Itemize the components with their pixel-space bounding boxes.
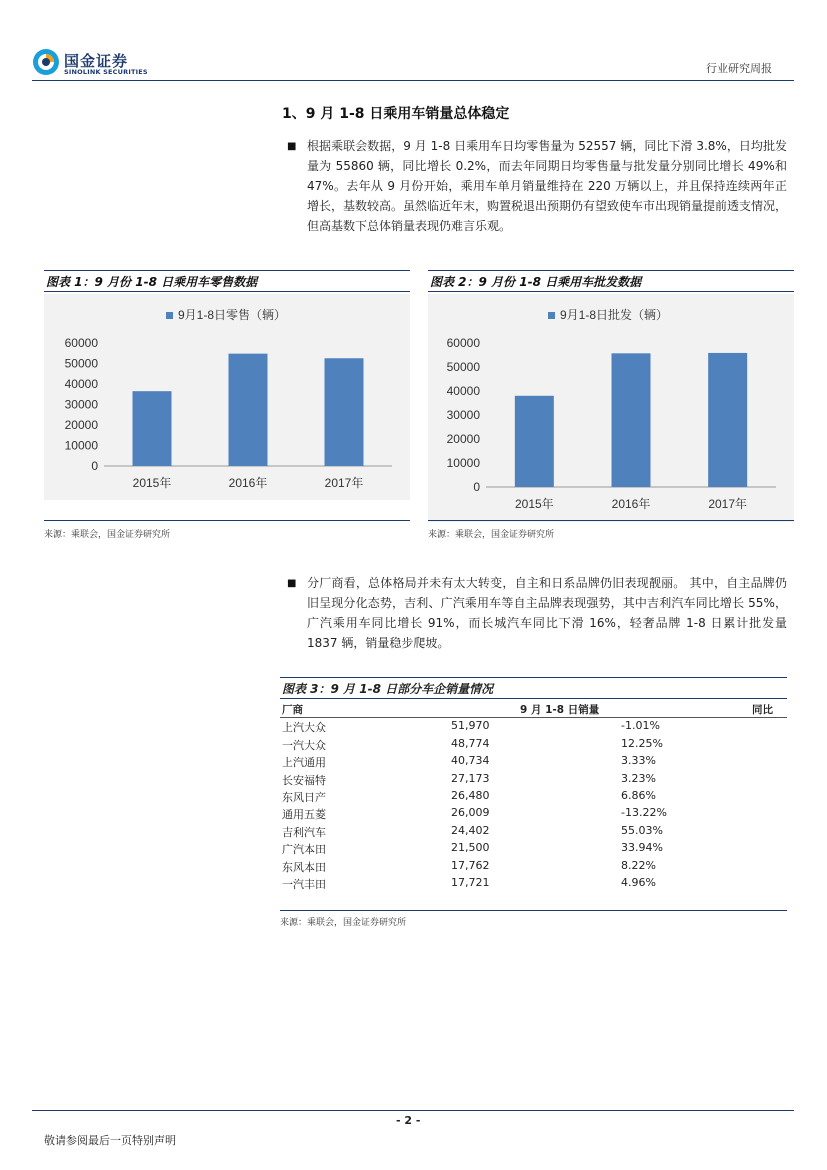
legend-label: 9月1-8日零售（辆） bbox=[178, 308, 287, 322]
y-tick-label: 40000 bbox=[64, 377, 98, 391]
cell-yoy: 3.33% bbox=[621, 754, 656, 768]
chart1-source: 来源：乘联会，国金证券研究所 bbox=[44, 530, 171, 540]
y-tick-label: 10000 bbox=[446, 456, 480, 470]
cell-yoy: 55.03% bbox=[621, 823, 663, 837]
chart2-wholesale-bar-chart bbox=[428, 294, 794, 520]
cell-sales: 27,173 bbox=[451, 771, 490, 785]
y-tick-label: 30000 bbox=[446, 408, 480, 422]
bar bbox=[612, 353, 651, 487]
cell-maker: 一汽丰田 bbox=[282, 877, 326, 891]
cell-yoy: 12.25% bbox=[621, 736, 663, 750]
cell-yoy: 33.94% bbox=[621, 841, 663, 855]
bar bbox=[515, 396, 554, 487]
chart2-divider bbox=[428, 520, 794, 521]
table-row bbox=[280, 753, 787, 770]
bar bbox=[133, 391, 172, 466]
chart1-retail-bar-chart bbox=[44, 294, 410, 500]
cell-sales: 48,774 bbox=[451, 736, 490, 750]
cell-yoy: -1.01% bbox=[621, 719, 660, 733]
table-heading: 图表 3：9 月 1-8 日部分车企销量情况 bbox=[280, 677, 787, 699]
chart1-panel bbox=[44, 294, 410, 500]
cell-sales: 17,762 bbox=[451, 858, 490, 872]
sinolink-logo-icon bbox=[32, 48, 60, 76]
table-row bbox=[280, 823, 787, 840]
y-tick-label: 30000 bbox=[64, 397, 98, 412]
y-tick-label: 20000 bbox=[446, 432, 480, 446]
cell-sales: 24,402 bbox=[451, 823, 490, 837]
y-tick-label: 10000 bbox=[64, 438, 98, 453]
y-tick-label: 0 bbox=[91, 459, 98, 473]
cell-maker: 吉利汽车 bbox=[282, 825, 326, 839]
cell-sales: 26,480 bbox=[451, 788, 490, 802]
x-tick-label: 2016年 bbox=[228, 476, 268, 490]
paragraph-retail-summary: 根据乘联会数据，9 月 1-8 日乘用车日均零售量为 52557 辆，同比下滑 3.8%，日均批发量为 55860 辆，同比增长 0.2%，而去年同期日均零售量与批发量分别同比增长 49%和 47%。去年从 9 月份开始，乘用车单月销量维持在 220 万辆以上，并且保持连续两年正增长，基数较高。虽然临近年末，购置税退出预期仍有望致使车市出现销量提前透支情况，但高基数下总体销量表现仍难言乐观。 bbox=[307, 139, 788, 233]
legend-swatch bbox=[166, 312, 173, 319]
disclaimer-note: 敬请参阅最后一页特别声明 bbox=[44, 1134, 176, 1147]
y-tick-label: 0 bbox=[473, 480, 480, 494]
chart1-heading: 图表 1：9 月份 1-8 日乘用车零售数据 bbox=[44, 270, 410, 292]
logo-text-en: SINOLINK SECURITIES bbox=[64, 68, 148, 76]
column-header-maker: 厂商 bbox=[282, 704, 303, 716]
x-tick-label: 2015年 bbox=[514, 497, 554, 511]
footer-divider bbox=[32, 1110, 794, 1111]
cell-maker: 东风日产 bbox=[282, 790, 326, 804]
cell-sales: 40,734 bbox=[451, 754, 490, 768]
cell-sales: 26,009 bbox=[451, 806, 490, 820]
cell-maker: 一汽大众 bbox=[282, 738, 326, 752]
section-title: 1、9 月 1-8 日乘用车销量总体稳定 bbox=[282, 106, 510, 122]
table-row bbox=[280, 771, 787, 788]
legend-swatch bbox=[548, 312, 555, 319]
bar bbox=[325, 358, 364, 466]
table-row bbox=[280, 840, 787, 857]
table-row bbox=[280, 858, 787, 875]
table-row bbox=[280, 875, 787, 892]
cell-maker: 通用五菱 bbox=[282, 808, 326, 822]
y-tick-label: 40000 bbox=[446, 384, 480, 398]
header-divider bbox=[32, 80, 794, 81]
y-tick-label: 50000 bbox=[446, 360, 480, 374]
table-divider bbox=[280, 910, 787, 911]
report-type-label: 行业研究周报 bbox=[706, 62, 772, 75]
cell-yoy: 8.22% bbox=[621, 858, 656, 872]
page-number: - 2 - bbox=[396, 1114, 421, 1127]
x-tick-label: 2015年 bbox=[132, 476, 172, 490]
y-tick-label: 60000 bbox=[446, 336, 480, 350]
cell-yoy: -13.22% bbox=[621, 806, 667, 820]
bullet-square-icon: ■ bbox=[287, 141, 297, 152]
legend-label: 9月1-8日批发（辆） bbox=[560, 308, 669, 322]
table-row bbox=[280, 736, 787, 753]
bullet-square-icon: ■ bbox=[287, 578, 297, 589]
table-header-row bbox=[280, 701, 787, 718]
cell-sales: 17,721 bbox=[451, 875, 490, 889]
table-row bbox=[280, 718, 787, 735]
x-tick-label: 2017年 bbox=[324, 476, 364, 490]
chart1-divider bbox=[44, 520, 410, 521]
y-tick-label: 60000 bbox=[64, 336, 98, 350]
cell-sales: 21,500 bbox=[451, 841, 490, 855]
column-header-sales: 9 月 1-8 日销量 bbox=[520, 704, 600, 716]
table-source: 来源：乘联会，国金证券研究所 bbox=[280, 918, 407, 928]
cell-yoy: 6.86% bbox=[621, 788, 656, 802]
y-tick-label: 20000 bbox=[64, 418, 98, 432]
chart2-heading: 图表 2：9 月份 1-8 日乘用车批发数据 bbox=[428, 270, 794, 292]
column-header-yoy: 同比 bbox=[752, 704, 773, 716]
cell-yoy: 3.23% bbox=[621, 771, 656, 785]
cell-sales: 51,970 bbox=[451, 719, 490, 733]
sales-table bbox=[280, 701, 787, 892]
paragraph-manufacturer-summary: 分厂商看，总体格局并未有太大转变，自主和日系品牌仍旧表现靓丽。 其中，自主品牌仍旧呈现分化态势，吉利、广汽乘用车等自主品牌表现强势，其中吉利汽车同比增长 55%，广汽乘用车同比增长 91%，而长城汽车同比下滑 16%，轻奢品牌 1-8 日累计批发量 1837 辆，销量稳步爬坡。 bbox=[307, 576, 787, 650]
logo-text-cn: 国金证券 bbox=[64, 52, 129, 70]
bar bbox=[229, 354, 268, 466]
table-row bbox=[280, 805, 787, 822]
y-tick-label: 50000 bbox=[64, 356, 98, 371]
cell-maker: 上汽大众 bbox=[282, 721, 326, 735]
cell-maker: 东风本田 bbox=[282, 860, 326, 874]
x-tick-label: 2016年 bbox=[611, 497, 651, 511]
chart2-panel bbox=[428, 294, 794, 522]
x-tick-label: 2017年 bbox=[708, 497, 748, 511]
cell-yoy: 4.96% bbox=[621, 875, 656, 889]
bar bbox=[708, 353, 747, 487]
cell-maker: 广汽本田 bbox=[282, 843, 326, 857]
cell-maker: 长安福特 bbox=[282, 773, 326, 787]
chart2-source: 来源：乘联会，国金证券研究所 bbox=[428, 530, 555, 540]
table-row bbox=[280, 788, 787, 805]
cell-maker: 上汽通用 bbox=[282, 756, 326, 770]
